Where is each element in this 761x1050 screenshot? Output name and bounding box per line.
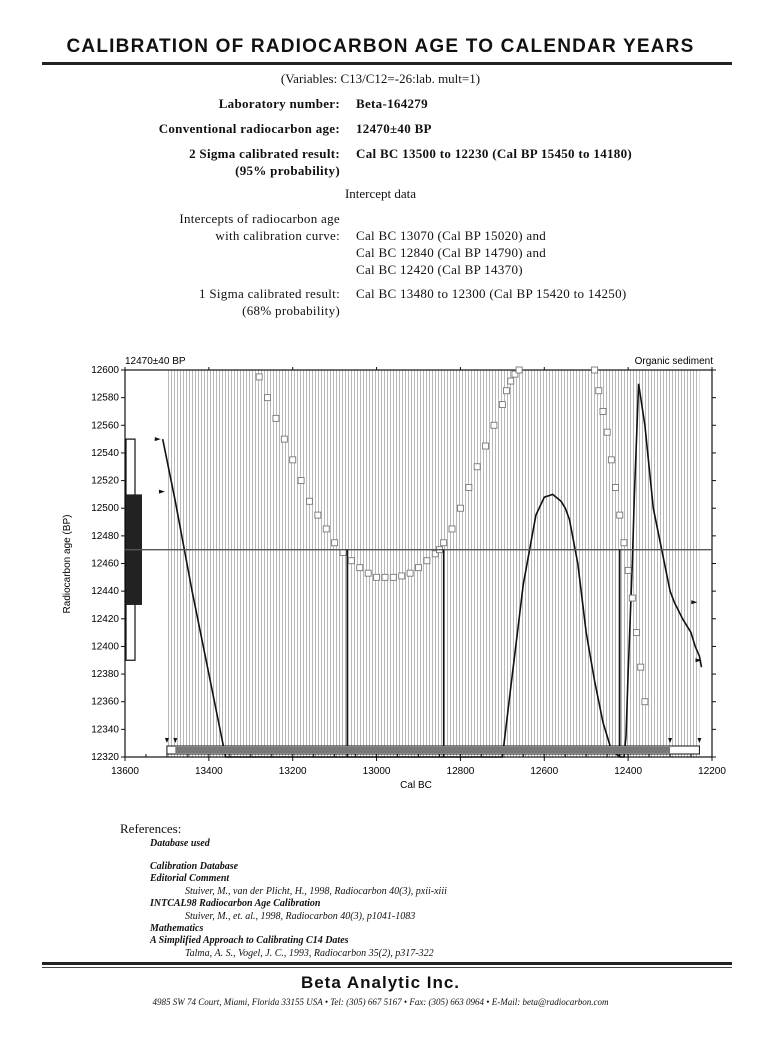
calibration-point (596, 388, 602, 394)
conventional-age-value: 12470±40 BP (356, 121, 432, 136)
calibration-point (592, 367, 598, 373)
calibration-point (273, 415, 279, 421)
page-title: CALIBRATION OF RADIOCARBON AGE TO CALENDAR YEARS (66, 36, 695, 57)
y-tick-label: 12360 (91, 696, 119, 708)
calibration-point (340, 549, 346, 555)
plot-layer (91, 365, 726, 777)
x-tick-label: 12400 (614, 766, 643, 777)
two-sigma-label: 2 Sigma calibrated result: (189, 146, 340, 161)
calibration-point (323, 526, 329, 532)
calibration-point (348, 558, 354, 564)
calibration-point (365, 570, 371, 576)
intercepts-label-2: with calibration curve: (215, 228, 340, 243)
calibration-point (516, 367, 522, 373)
calibration-point (457, 505, 463, 511)
reference-line: Editorial Comment (150, 873, 230, 884)
intercept-line: Cal BC 13070 (Cal BP 15020) and (356, 228, 547, 243)
calibration-point (604, 429, 610, 435)
references-section (120, 821, 181, 837)
calibration-point (621, 540, 627, 546)
footer-rule (42, 962, 732, 965)
calibration-point (617, 512, 623, 518)
chart-top-right-label: Organic sediment (634, 356, 713, 367)
reference-line: A Simplified Approach to Calibrating C14 Dates (150, 935, 349, 946)
intercepts-label-1: Intercepts of radiocarbon age (179, 211, 340, 226)
calibration-point (357, 565, 363, 571)
calibration-point (390, 574, 396, 580)
reference-line: Stuiver, M., van der Plicht, H., 1998, Radiocarbon 40(3), pxii-xiii (185, 886, 447, 897)
lab-number-label: Laboratory number: (218, 96, 340, 111)
one-sigma-range-bar (175, 747, 670, 753)
y-tick-label: 12460 (91, 558, 119, 570)
calibration-point (298, 478, 304, 484)
calibration-point (508, 378, 514, 384)
references-heading: References: (120, 821, 182, 836)
x-tick-label: 13000 (362, 766, 391, 777)
calibration-point (449, 526, 455, 532)
reference-line: INTCAL98 Radiocarbon Age Calibration (150, 898, 321, 909)
y-tick-label: 12500 (91, 503, 119, 515)
calibration-point (491, 422, 497, 428)
calibration-point (466, 484, 472, 490)
calibration-point (315, 512, 321, 518)
x-tick-label: 12200 (698, 766, 726, 777)
y-tick-label: 12440 (91, 586, 119, 598)
y-tick-label: 12580 (91, 392, 119, 404)
two-sigma-value: Cal BC 13500 to 12230 (Cal BP 15450 to 14180) (356, 146, 633, 161)
calibration-point (638, 664, 644, 670)
calibration-point (374, 574, 380, 580)
calibration-point (613, 484, 619, 490)
y-tick-label: 12520 (91, 475, 119, 487)
one-sigma-probability: (68% probability) (242, 303, 340, 318)
calibration-point (407, 570, 413, 576)
x-tick-label: 12800 (446, 766, 475, 777)
y-tick-label: 12480 (91, 530, 119, 542)
curve-arrow (155, 437, 161, 441)
calibration-point (483, 443, 489, 449)
calibration-point (504, 388, 510, 394)
calibration-point (629, 595, 635, 601)
calibration-point (642, 699, 648, 705)
reference-line: Talma, A. S., Vogel, J. C., 1993, Radiocarbon 35(2), p317-322 (185, 948, 434, 959)
calibration-point (441, 540, 447, 546)
calibration-point (634, 630, 640, 636)
calibration-point (332, 540, 338, 546)
company-address: 4985 SW 74 Court, Miami, Florida 33155 USA • Tel: (305) 667 5167 • Fax: (305) 663 0964 • E-Mail: beta@radiocarbon.com (152, 997, 609, 1007)
y-tick-label: 12380 (91, 669, 119, 681)
one-sigma-value: Cal BC 13480 to 12300 (Cal BP 15420 to 14250) (356, 286, 627, 301)
company-name: Beta Analytic Inc. (300, 973, 461, 992)
intercept-line: Cal BC 12840 (Cal BP 14790) and (356, 245, 547, 260)
calibration-point (416, 565, 422, 571)
y-tick-label: 12540 (91, 447, 119, 459)
y-tick-label: 12600 (91, 365, 119, 376)
y-tick-label: 12420 (91, 613, 119, 625)
calibration-point (281, 436, 287, 442)
two-sigma-probability: (95% probability) (235, 163, 340, 178)
conventional-age-label: Conventional radiocarbon age: (158, 121, 340, 136)
y-tick-label: 12400 (91, 641, 119, 653)
intercept-line: Cal BC 12420 (Cal BP 14370) (356, 262, 523, 277)
x-axis-label: Cal BC (400, 780, 432, 791)
calibration-point (290, 457, 296, 463)
reference-line: Database used (150, 838, 210, 849)
calibration-point (306, 498, 312, 504)
x-tick-label: 12600 (530, 766, 559, 777)
calibration-point (382, 574, 388, 580)
curve-arrow (159, 490, 165, 494)
lab-number-value: Beta-164279 (356, 96, 428, 111)
calibration-point (399, 573, 405, 579)
x-tick-label: 13200 (278, 766, 307, 777)
y-tick-label: 12340 (91, 724, 119, 736)
y-axis-label: Radiocarbon age (BP) (62, 514, 73, 614)
y-tick-label: 12320 (91, 752, 119, 763)
intercept-heading: Intercept data (344, 186, 417, 201)
calibration-point (424, 558, 430, 564)
reference-line: Stuiver, M., et. al., 1998, Radiocarbon 40(3), p1041-1083 (185, 911, 416, 922)
chart-top-left-label: 12470±40 BP (125, 356, 186, 367)
x-tick-label: 13600 (111, 766, 139, 777)
x-tick-label: 13400 (194, 766, 223, 777)
calibration-point (608, 457, 614, 463)
footer-rule-thin (42, 967, 732, 968)
variables-line: (Variables: C13/C12=-26:lab. mult=1) (280, 71, 481, 86)
reference-line: Calibration Database (150, 861, 239, 872)
calibration-point (600, 408, 606, 414)
calibration-point (265, 395, 271, 401)
calibration-point (256, 374, 262, 380)
reference-line: Mathematics (150, 923, 204, 934)
calibration-point (474, 464, 480, 470)
y-tick-label: 12560 (91, 420, 119, 432)
calibration-point (499, 402, 505, 408)
one-sigma-label: 1 Sigma calibrated result: (198, 286, 340, 301)
calibration-point (625, 567, 631, 573)
